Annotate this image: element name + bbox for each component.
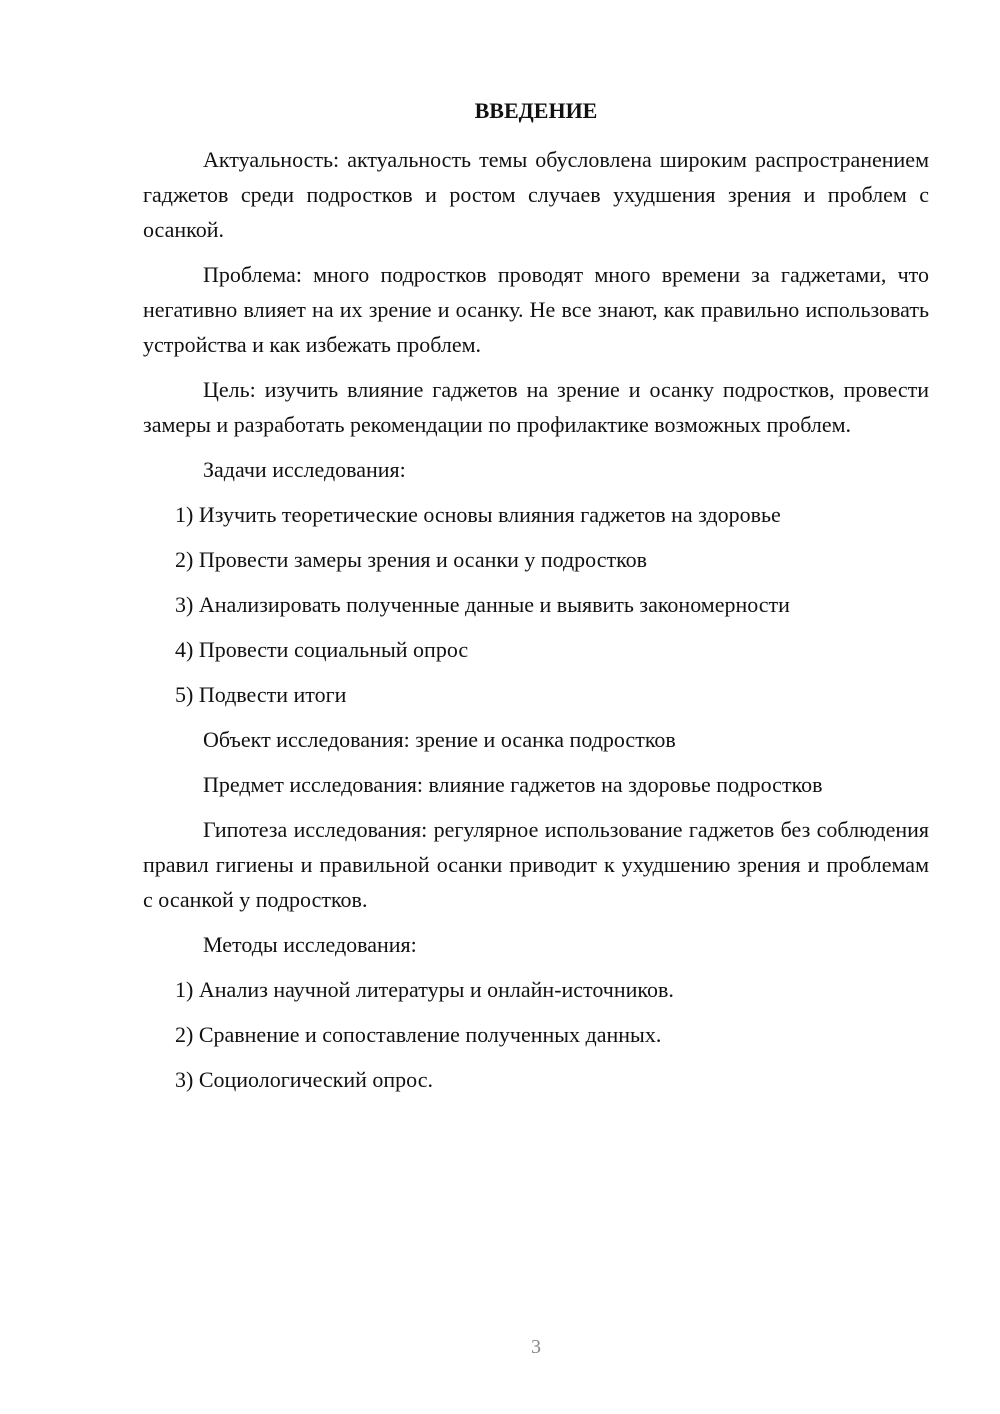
tasks-title: Задачи исследования: — [203, 457, 406, 482]
task-item: 1) Изучить теоретические основы влияния гаджетов на здоровье — [175, 502, 781, 527]
task-item: 3) Анализировать полученные данные и выявить закономерности — [175, 592, 790, 617]
task-item: 5) Подвести итоги — [175, 682, 347, 707]
method-item: 1) Анализ научной литературы и онлайн-источников. — [175, 977, 674, 1002]
method-item: 3) Социологический опрос. — [175, 1067, 433, 1092]
document-body — [143, 142, 929, 1107]
section-heading: ВВЕДЕНИЕ — [474, 98, 598, 123]
page-number: 3 — [531, 1336, 541, 1358]
problem-paragraph: Проблема: много подростков проводят много времени за гаджетами, что негативно влияет на их зрение и осанку. Не все знают, как правильно использовать устройства и как избежать проблем. — [143, 262, 929, 357]
task-item: 4) Провести социальный опрос — [175, 637, 469, 662]
methods-title: Методы исследования: — [203, 932, 417, 957]
relevance-paragraph: Актуальность: актуальность темы обусловлена широким распространением гаджетов среди подростков и ростом случаев ухудшения зрения и проблем с осанкой. — [143, 147, 929, 242]
object-paragraph: Объект исследования: зрение и осанка подростков — [203, 727, 676, 752]
task-item: 2) Провести замеры зрения и осанки у подростков — [175, 547, 648, 572]
goal-paragraph: Цель: изучить влияние гаджетов на зрение и осанку подростков, провести замеры и разработать рекомендации по профилактике возможных проблем. — [143, 377, 929, 437]
method-item: 2) Сравнение и сопоставление полученных данных. — [175, 1022, 662, 1047]
hypothesis-paragraph: Гипотеза исследования: регулярное использование гаджетов без соблюдения правил гигиены и правильной осанки приводит к ухудшению зрения и проблемам с осанкой у подростков. — [143, 817, 929, 912]
subject-paragraph: Предмет исследования: влияние гаджетов на здоровье подростков — [203, 772, 823, 797]
